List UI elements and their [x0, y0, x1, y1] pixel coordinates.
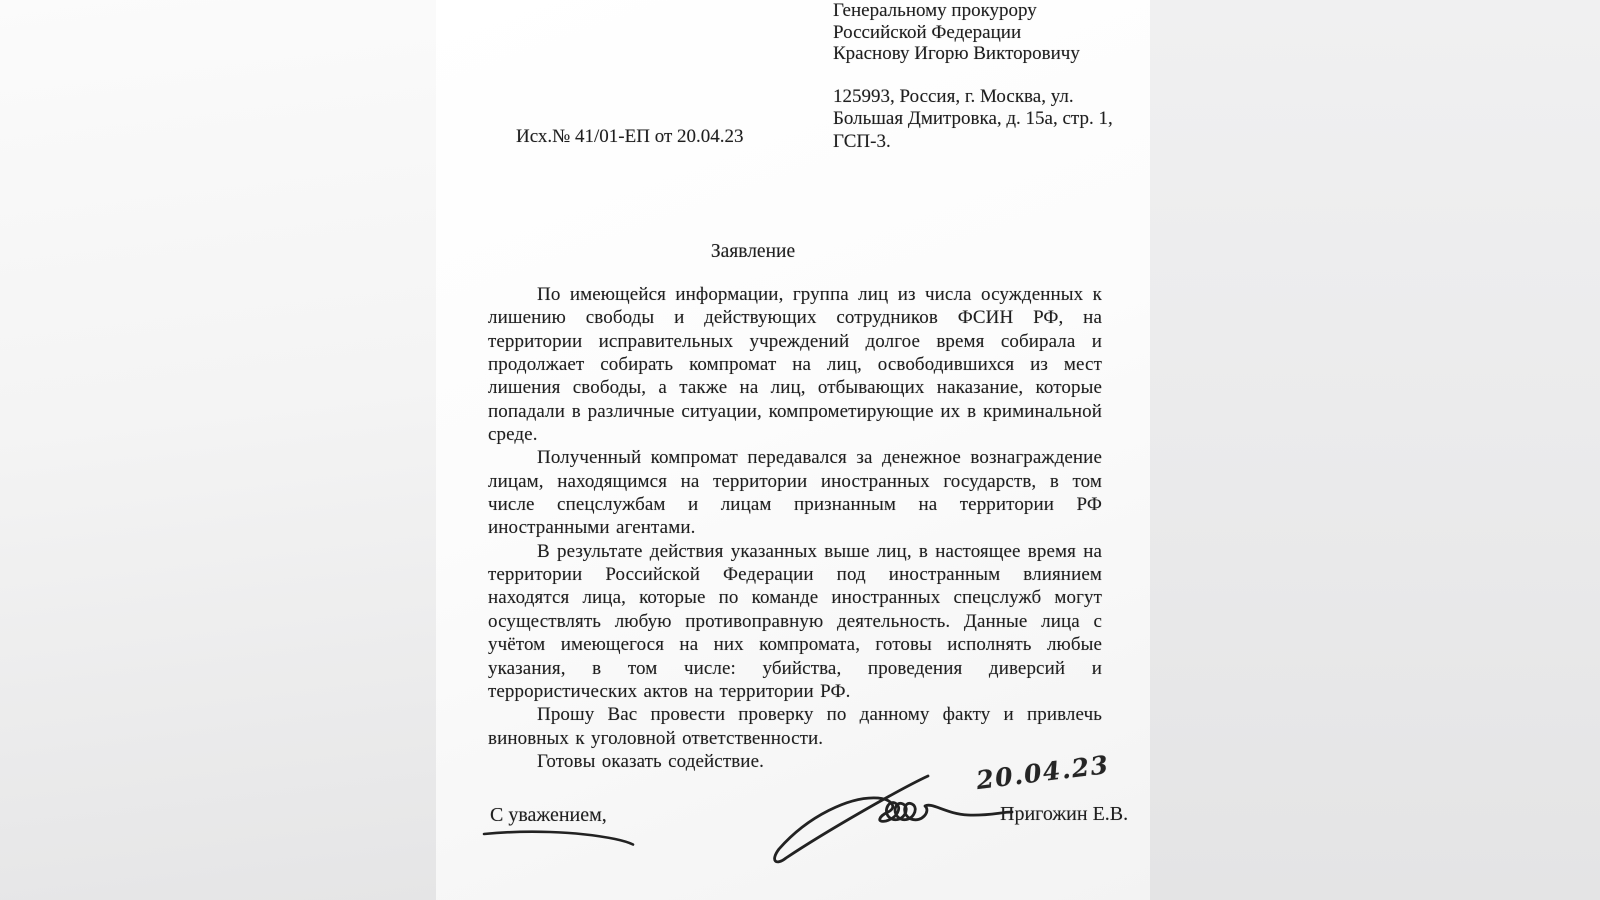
handwritten-date: 20.04.23 — [974, 749, 1112, 796]
background-left-gradient — [0, 0, 436, 900]
signatory-name: Пригожин Е.В. — [1000, 803, 1129, 825]
address-line: 125993, Россия, г. Москва, ул. — [833, 86, 1074, 107]
paragraph: Полученный компромат передавался за денежное вознаграждение лицам, находящимся на территории иностранных государств, в том числе спецслужбам и лицам признанным на территории РФ иностранными агентами. — [488, 447, 1102, 539]
reference-number: Исх.№ 41/01-ЕП от 20.04.23 — [516, 126, 744, 147]
recipient-block — [833, 0, 1080, 65]
paragraph: Прошу Вас провести проверку по данному факту и привлечь виновных к уголовной ответственности. — [488, 704, 1102, 749]
signature-scribble — [680, 730, 1020, 880]
letter-body — [488, 283, 1102, 773]
closing-salutation: С уважением, — [490, 804, 607, 826]
recipient-line: Краснову Игорю Викторовичу — [833, 43, 1080, 65]
letter-title: Заявление — [710, 241, 796, 262]
paragraph: Готовы оказать содействие. — [537, 750, 764, 772]
address-line: Большая Дмитровка, д. 15а, стр. 1, — [833, 108, 1113, 130]
paragraph: По имеющейся информации, группа лиц из числа осужденных к лишению свободы и действующих сотрудников ФСИН РФ, на территории исправительных учреждений долгое время собирала и продолжает собирать компромат на лиц, освободившихся из мест лишения свободы, а также на лиц, отбывающих наказание, которые попадали в различные ситуации, компрометирующие их в криминальной среде. — [488, 284, 1102, 446]
recipient-line: Генеральному прокурору — [833, 0, 1037, 21]
letter-sheet — [436, 0, 1150, 900]
closing-underline — [480, 826, 640, 850]
recipient-line: Российской Федерации — [833, 21, 1022, 43]
background-right-gradient — [1150, 0, 1600, 900]
address-line: ГСП-3. — [833, 130, 891, 152]
recipient-address-block — [833, 86, 1113, 153]
paragraph: В результате действия указанных выше лиц, в настоящее время на территории Российской Федерации под иностранным влиянием находятся лица, которые по команде иностранных спецслужб могут осуществлять любую противоправную деятельность. Данные лица с учётом имеющегося на них компромата, готовы исполнять любые указания, в том числе: убийства, проведения диверсий и террористических актов на территории РФ. — [488, 540, 1102, 702]
